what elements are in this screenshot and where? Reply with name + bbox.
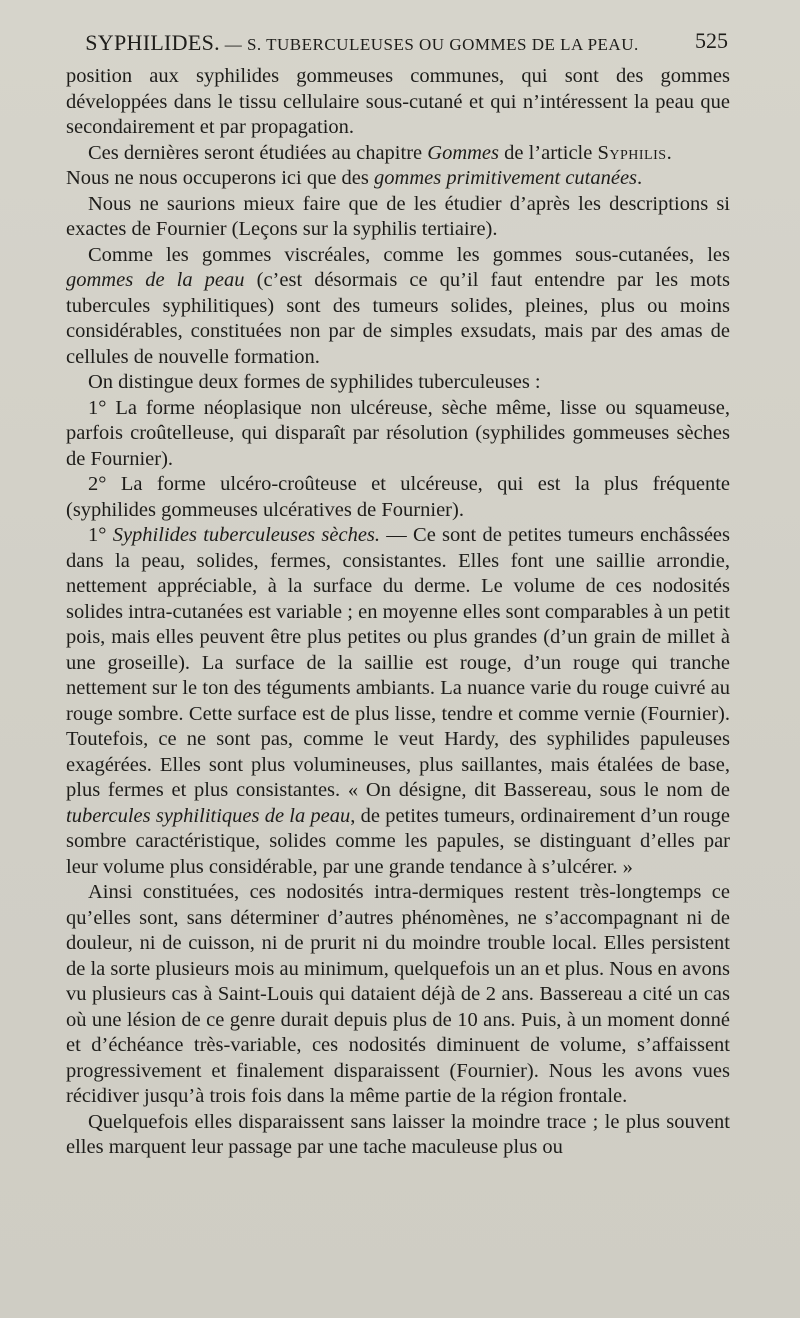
italic-run: gommes de la peau bbox=[66, 269, 245, 291]
text-run: de l’article bbox=[499, 141, 598, 164]
italic-run: Syphilides tuberculeuses sèches. bbox=[112, 524, 381, 546]
italic-run: tubercules syphilitiques de la peau bbox=[66, 804, 351, 827]
text-run: , de petites tumeurs, ordinairement d’un rouge sombre caractéristique, solides comme les papules, se distinguant d’elles par leur volume plus considérable, par une grande tendance à s’ulcérer. » bbox=[66, 804, 730, 878]
paragraph-11 bbox=[66, 1110, 730, 1161]
paragraph-1 bbox=[66, 64, 730, 141]
page-header bbox=[66, 28, 728, 58]
paragraph-4 bbox=[66, 192, 730, 243]
text-run: . bbox=[666, 141, 672, 164]
text-run: Comme les gommes viscréales, comme les gommes sous-cutanées, les bbox=[88, 243, 730, 266]
text-run: 1° bbox=[88, 524, 113, 546]
running-head-section: S. TUBERCULEUSES OU GOMMES DE LA PEAU. bbox=[246, 35, 639, 54]
text-run: Ces dernières seront étudiées au chapitre bbox=[88, 141, 428, 164]
paragraph-7 bbox=[66, 396, 730, 473]
italic-run: gommes primitivement cutanées bbox=[374, 167, 638, 189]
paragraph-9 bbox=[66, 523, 730, 880]
paragraph-6 bbox=[66, 370, 730, 396]
text-run: Nous ne saurions mieux faire que de les étudier d’après les descriptions si exactes de Fournier (Leçons sur la syphilis tertiaire). bbox=[66, 192, 730, 240]
text-run: Nous ne nous occuperons ici que des bbox=[66, 167, 375, 189]
text-run: (c’est désormais ce qu’il faut entendre par les mots tubercules syphilitiques) sont des tumeurs solides, pleines, plus ou moins considérables, constituées non par de simples exsudats, mais par des amas de cellules de nouvelle formation. bbox=[66, 269, 730, 368]
running-head-dash: — bbox=[219, 35, 247, 54]
running-head-title: SYPHILIDES. bbox=[85, 30, 220, 55]
paragraph-2 bbox=[66, 141, 730, 167]
text-run: . bbox=[637, 167, 643, 189]
text-run: position aux syphilides gommeuses communes, qui sont des gommes développées dans le tissu cellulaire sous-cutané et qui n’intéressent la peau que secondairement et par propagation. bbox=[66, 65, 730, 138]
running-head bbox=[66, 30, 658, 56]
paragraph-5 bbox=[66, 243, 730, 371]
italic-run: Gommes bbox=[427, 141, 500, 164]
page-number: 525 bbox=[695, 28, 728, 53]
text-run: 2° La forme ulcéro-croûteuse et ulcéreuse, qui est la plus fréquente (syphilides gommeuses ulcératives de Fournier). bbox=[66, 473, 730, 521]
text-run: Quelquefois elles disparaissent sans laisser la moindre trace ; le plus souvent elles marquent leur passage par une tache maculeuse plus ou bbox=[66, 1110, 730, 1158]
text-run: Ainsi constituées, ces nodosités intra-dermiques restent très-longtemps ce qu’elles sont, sans déterminer d’autres phénomènes, ne s’accompagnant ni de douleur, ni de cuisson, ni de prurit ni du moindre trouble local. Elles persistent de la sorte plusieurs mois au minimum, quelquefois un an et plus. Nous en avons vu plusieurs cas à Saint-Louis qui dataient déjà de 2 ans. Bassereau a cité un cas où une lésion de ce genre durait depuis plus de 10 ans. Puis, à un moment donné et d’échéance très-variable, ces nodosités diminuent de volume, s’affaissent progressivement et finalement disparaissent (Fournier). Nous les avons vues récidiver jusqu’à trois fois dans la même partie de la région frontale. bbox=[66, 881, 730, 1107]
small-caps-run: Syphilis bbox=[597, 141, 667, 164]
text-run: On distingue deux formes de syphilides tuberculeuses : bbox=[88, 371, 541, 393]
text-run: — Ce sont de petites tumeurs enchâssées dans la peau, solides, fermes, consistantes. Elles font une saillie arrondie, nettement appréciable, à la surface du derme. Le volume de ces nodosités solides intra-cutanées est variable ; en moyenne elles sont comparables à un petit pois, mais elles peuvent être plus petites ou plus grandes (d’un grain de millet à une groseille). La surface de la saillie est rouge, d’un rouge qui tranche nettement sur le ton des téguments ambiants. La nuance varie du rouge cuivré au rouge sombre. Cette surface est de plus lisse, tendre et comme vernie (Fournier). Toutefois, ce ne sont pas, comme le veut Hardy, des syphilides papuleuses exagérées. Elles sont plus volumineuses, plus saillantes, mais étalées de base, plus fermes et plus consistantes. « On désigne, dit Bassereau, sous le nom de bbox=[66, 524, 731, 801]
paragraph-10 bbox=[66, 880, 730, 1110]
body-text bbox=[66, 64, 730, 1161]
paragraph-3 bbox=[66, 166, 730, 192]
paragraph-8 bbox=[66, 472, 730, 523]
text-run: 1° La forme néoplasique non ulcéreuse, sèche même, lisse ou squameuse, parfois croûtelleuse, qui disparaît par résolution (syphilides gommeuses sèches de Fournier). bbox=[66, 396, 730, 470]
